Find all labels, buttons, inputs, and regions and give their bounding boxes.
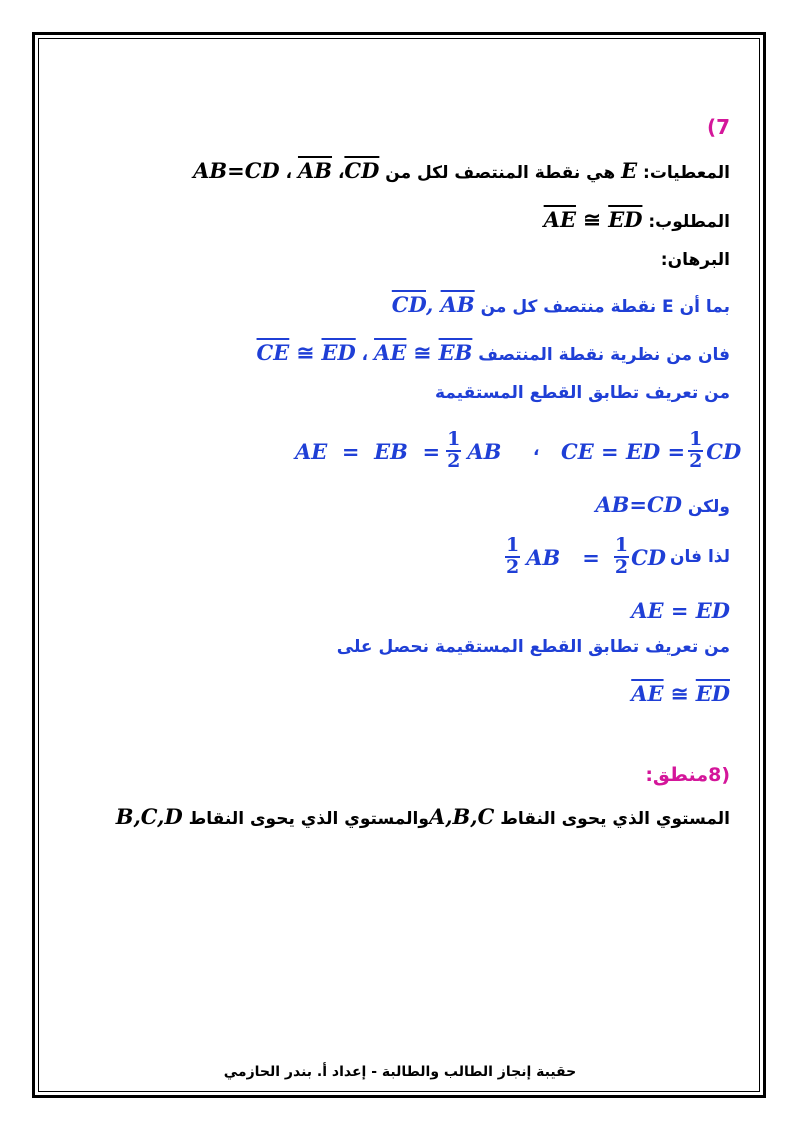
section-8-text-1: المستوي الذي يحوى النقاط <box>500 809 730 829</box>
proof-conclusion: $\overline{AE}$ ≅ $\overline{ED}$ <box>631 681 730 706</box>
proof-line-4 <box>595 494 730 516</box>
proof-line-3: من تعريف تطابق القطع المستقيمة <box>434 383 730 403</box>
section-8-points-2: B,C,D <box>115 804 183 829</box>
equation-ae-eb: AE = EB = $\frac{1}{2}$ AB <box>295 428 502 472</box>
proof-line-5-text: لذا فان <box>670 547 730 567</box>
proof-line-6: AE = ED <box>631 598 730 623</box>
given-label: المعطيات: <box>643 163 730 183</box>
proof-label: البرهان: <box>660 250 730 270</box>
proof-line-1-text: بما أن E نقطة منتصف كل من <box>480 297 730 317</box>
page-footer: حقيبة إنجاز الطالب والطالبة - إعداد أ. بندر الحازمي <box>223 1064 577 1080</box>
section-8-title: منطق: <box>645 764 709 786</box>
required-expression: $\overline{AE}$ ≅ $\overline{ED}$ <box>543 207 643 232</box>
section-8-text-2: والمستوي الذي يحوى النقاط <box>188 809 429 829</box>
given-equation: AB=CD <box>193 158 280 183</box>
proof-line-5: $\frac{1}{2}$ AB = $\frac{1}{2}$ CD لذا فان <box>506 534 730 578</box>
proof-line-2 <box>257 342 730 364</box>
given-point: E <box>621 158 638 183</box>
proof-line-2-text: فان من نظرية نقطة المنتصف <box>478 345 730 365</box>
given-sep-2: ، <box>285 163 293 183</box>
proof-line-4-text: ولكن <box>687 497 730 517</box>
required-label: المطلوب: <box>648 212 730 232</box>
proof-line-2-expr-a: $\overline{AE}$ ≅ $\overline{EB}$ <box>374 340 473 365</box>
proof-line-2-expr-b: $\overline{CE}$ ≅ $\overline{ED}$ <box>256 340 356 365</box>
section-8-points-1: A,B,C <box>428 804 495 829</box>
given-segment-cd: $\overline{CD}$ <box>344 158 380 183</box>
given-segment-ab: $\overline{AB}$ <box>297 158 333 183</box>
proof-line-2-sep: ، <box>361 345 369 365</box>
proof-line-4-expr: AB=CD <box>595 492 682 517</box>
proof-line-1 <box>392 294 730 316</box>
given-sep-1: ، <box>337 163 345 183</box>
section-8-heading <box>645 766 730 785</box>
section-7-number: (7 <box>706 115 730 139</box>
equation-sep: ، <box>533 440 540 460</box>
proof-line-1-segments: $\overline{CD}$, $\overline{AB}$ <box>391 292 475 317</box>
required-line <box>544 209 730 231</box>
section-8-number: 8) <box>708 764 730 786</box>
equation-line-1 <box>295 426 742 476</box>
given-text: هي نقطة المنتصف لكل من <box>385 163 616 183</box>
proof-line-7: من تعريف تطابق القطع المستقيمة نحصل على <box>336 637 730 657</box>
section-8-body <box>116 806 730 828</box>
equation-ce-ed: CE = ED = $\frac{1}{2}$ CD <box>561 428 742 472</box>
given-line <box>193 160 730 182</box>
